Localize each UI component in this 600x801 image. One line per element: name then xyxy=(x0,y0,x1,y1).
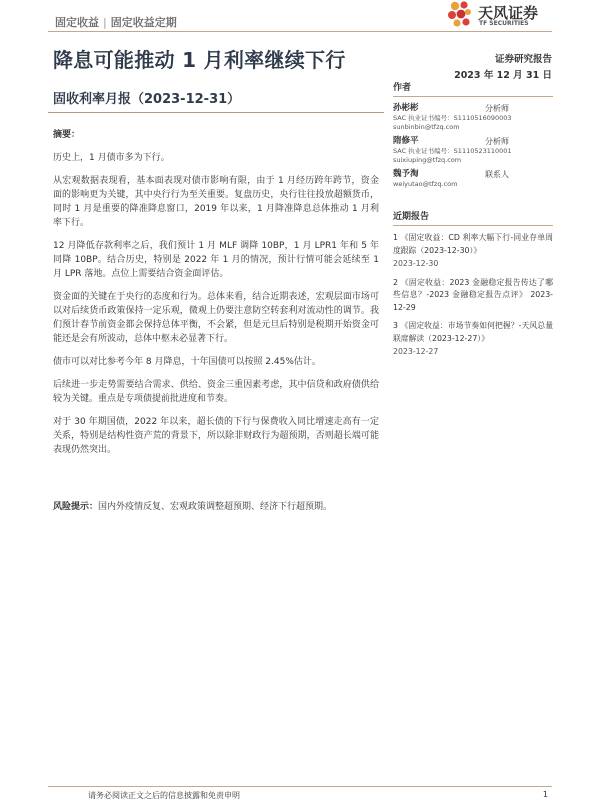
related-report-link[interactable]: 3 《固定收益：市场节奏如何把握？-天风总量联席解读（2023-12-27）》 xyxy=(393,321,553,343)
risk-label: 风险提示： xyxy=(53,502,99,512)
related-report-link[interactable]: 2 《固定收益：2023 金融稳定报告传达了哪些信息？-2023 金融稳定报告点评》 2023-12-29 xyxy=(393,277,553,312)
author-sac: SAC 执业证书编号：S1110516090003 xyxy=(393,114,512,122)
author-role: 分析师 xyxy=(485,104,509,113)
breadcrumb xyxy=(55,14,177,30)
author-name: 魏予淘 xyxy=(393,169,419,179)
related-report-link[interactable]: 1 《固定收益：CD 利率大幅下行-同业存单周度跟踪（2023-12-30）》 xyxy=(393,233,553,255)
related-report-date: 2023-12-30 xyxy=(393,259,439,268)
summary-paragraph: 12 月降低存款利率之后，我们预计 1 月 MLF 调降 10BP，1 月 LPR1 年和 5 年同降 10BP。结合历史，特别是 2022 年 1 月的情况，预计行情可能会延续至 1 月 LPR 落地。点位上需要结合资金面评估。 xyxy=(53,241,379,279)
author-name: 隋修平 xyxy=(393,136,419,146)
header-divider xyxy=(48,31,552,32)
risk-text: 国内外疫情反复、宏观政策调整超预期、经济下行超预期。 xyxy=(98,502,333,512)
summary-paragraph: 从宏观数据表现看，基本面表现对债市影响有限，由于 1 月经历跨年跨节，资金面的影响更为关键，其中央行行为至关重要。复盘历史，央行往往投放超额货币，同时 1 月是重要的降准降息窗口，2019 年以来，1 月降准降息总体推动 1 月利率下行。 xyxy=(53,176,379,228)
author-name: 孙彬彬 xyxy=(393,103,419,113)
breadcrumb-category: 固定收益 xyxy=(55,16,99,29)
company-logo xyxy=(446,0,556,30)
logo-icon xyxy=(446,0,476,30)
author-sac: SAC 执业证书编号：S1110523110001 xyxy=(393,147,512,155)
report-title: 降息可能推动 1 月利率继续下行 xyxy=(53,48,346,72)
footer-divider xyxy=(48,786,552,787)
author-role: 联系人 xyxy=(485,170,509,179)
author-email[interactable]: suixiuping@tfzq.com xyxy=(393,156,462,164)
report-subtitle: 固收利率月报（2023-12-31） xyxy=(53,92,241,107)
authors-heading: 作者 xyxy=(393,80,553,97)
risk-warning xyxy=(53,500,379,514)
related-report-date: 2023-12-27 xyxy=(393,347,439,356)
author-role: 分析师 xyxy=(485,137,509,146)
summary-paragraph: 后续进一步走势需要结合需求、供给、资金三重因素考虑，其中信贷和政府债供给较为关键。重点是专项债提前批进度和节奏。 xyxy=(53,380,379,404)
author-email[interactable]: sunbinbin@tfzq.com xyxy=(393,123,460,131)
breadcrumb-separator: | xyxy=(103,16,107,29)
sidebar xyxy=(393,80,553,365)
breadcrumb-subcategory: 固定收益定期 xyxy=(110,16,177,29)
summary-paragraph: 资金面的关键在于央行的态度和行为。总体来看，结合近期表述，宏观层面市场可以对后续货币政策保持一定乐观，微观上仍要注意防空转套利对流动性的调节。我们预计春节前资金都会保持总体平衡，不会紧，但是元旦后特别是税期开始资金可能还是会有所波动，总体中枢未必显著下行。 xyxy=(53,292,379,344)
summary-paragraph: 历史上，1 月债市多为下行。 xyxy=(53,153,170,163)
author-entry xyxy=(393,169,553,189)
logo-text-cn: 天风证券 xyxy=(478,4,539,22)
summary-paragraph: 对于 30 年期国债，2022 年以来，超长债的下行与保费收入同比增速走高有一定关系，特别是结构性资产荒的背景下，所以除非财政行为超预期，否则超长端可能表现仍然突出。 xyxy=(53,417,379,455)
author-entry xyxy=(393,103,553,132)
logo-text-en: TF SECURITIES xyxy=(479,20,529,27)
author-email[interactable]: weiyutao@tfzq.com xyxy=(393,180,458,188)
report-type: 证券研究报告 xyxy=(494,54,552,65)
author-entry xyxy=(393,136,553,165)
summary-label: 摘要： xyxy=(53,130,81,140)
related-reports-heading: 近期报告 xyxy=(393,209,553,226)
footer-disclaimer: 请务必阅读正文之后的信息披露和免责申明 xyxy=(88,791,240,800)
summary-paragraph: 债市可以对比参考今年 8 月降息，十年国债可以按照 2.45%估计。 xyxy=(53,357,321,367)
page-number: 1 xyxy=(542,790,548,799)
report-date: 2023 年 12 月 31 日 xyxy=(454,70,552,81)
subtitle-divider xyxy=(48,112,384,113)
summary-section xyxy=(53,128,379,466)
